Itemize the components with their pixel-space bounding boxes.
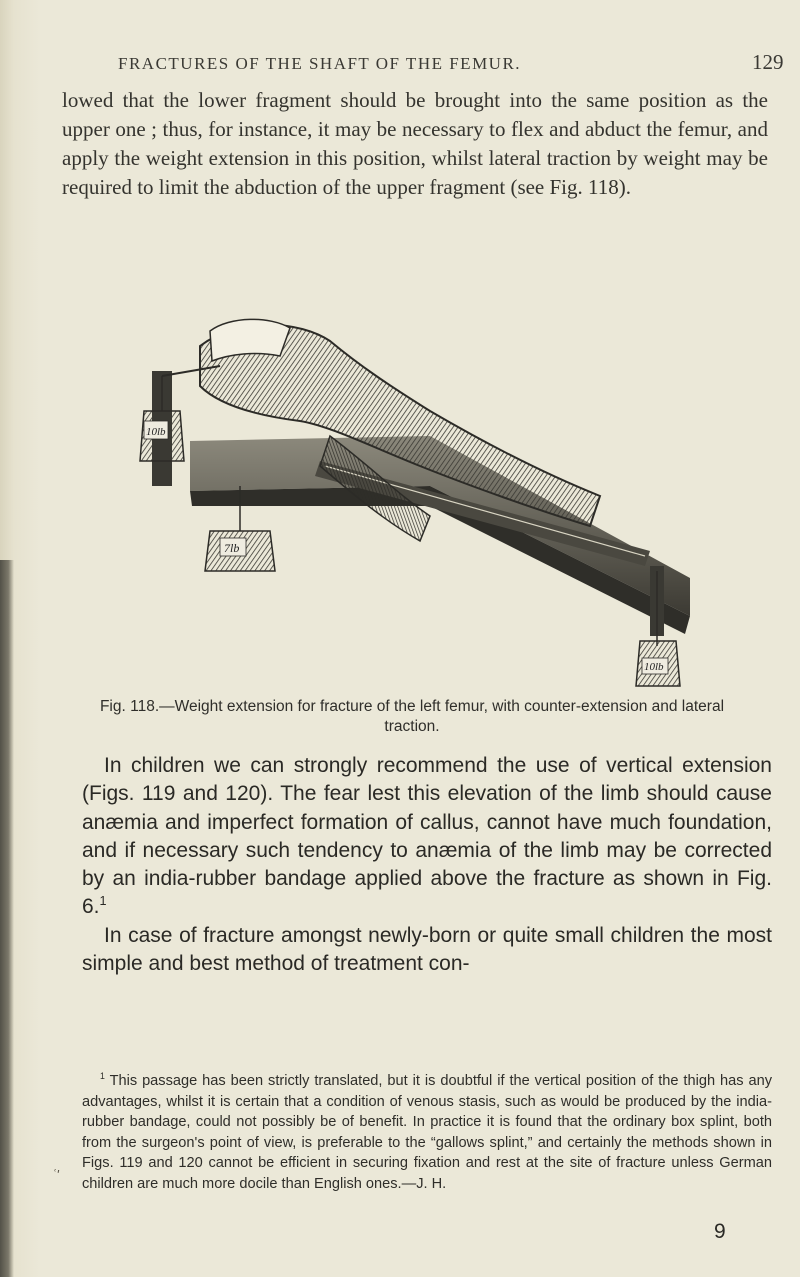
footnote-text: This passage has been strictly translated, but it is doubtful if the vertical position of the thigh has any advantages, whilst it is certain that a condition of venous stasis, such as would be produced by the india-rubber bandage, could not possibly be of benefit. In practice it is found that the ordinary box splint, both from the surgeon's point of view, is preferable to the “gallows splint,” and certainly the methods shown in Figs. 119 and 120 cannot be efficient in securing fixation and rest at the site of fracture unless German children are much more docile than English ones.—J. H. bbox=[82, 1073, 773, 1192]
signature-mark: 9 bbox=[714, 1220, 726, 1243]
weight-label-left: 10lb bbox=[146, 426, 166, 438]
weight-label-right: 10lb bbox=[644, 661, 664, 673]
figure-caption: Fig. 118.—Weight extension for fracture of the left femur, with counter-extension and lateral traction. bbox=[99, 698, 725, 735]
paragraph-vertical-extension bbox=[82, 752, 772, 922]
paragraph-continued: lowed that the lower fragment should be brought into the same position as the upper one ; thus, for instance, it may be necessary to flex and abduct the femur, and apply the weight extension in this position, whilst lateral traction by weight may be required to limit the abduction of the upper fragment (see Fig. 118). bbox=[62, 88, 768, 199]
page-number: 129 bbox=[752, 50, 784, 74]
margin-mark: ʿ' bbox=[52, 1167, 59, 1182]
footnote-ref: 1 bbox=[99, 894, 107, 909]
running-head bbox=[0, 50, 800, 80]
running-title: FRACTURES OF THE SHAFT OF THE FEMUR. bbox=[118, 54, 522, 73]
footnote-marker: 1 bbox=[100, 1071, 105, 1082]
figure-118 bbox=[130, 316, 702, 692]
weight-label-middle: 7lb bbox=[224, 541, 240, 555]
traction-illustration bbox=[130, 316, 702, 692]
body-text bbox=[82, 752, 772, 978]
page-edge-shadow bbox=[0, 560, 14, 1277]
paragraph-text: In children we can strongly recommend the use of vertical extension (Figs. 119 and 120). The fear lest this elevation of the limb should cause anæmia and imperfect formation of callus, cannot have much foundation, and if necessary such tendency to anæmia of the limb may be corrected by an india-rubber bandage applied above the fracture as shown in Fig. 6. bbox=[82, 754, 772, 919]
paragraph-newborn: In case of fracture amongst newly-born or quite small children the most simple and best method of treatment con- bbox=[82, 923, 772, 976]
footnote bbox=[82, 1071, 772, 1195]
